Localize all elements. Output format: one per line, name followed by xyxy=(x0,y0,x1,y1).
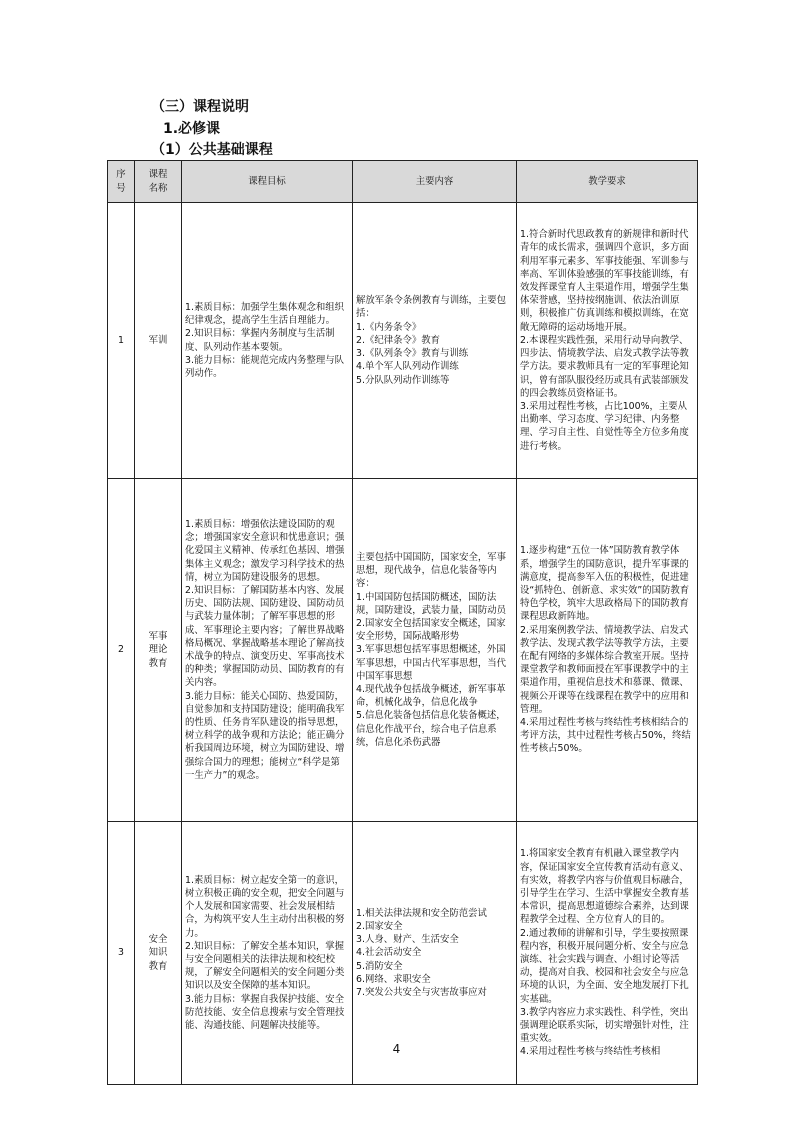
row-number: 2 xyxy=(108,479,135,822)
subsubsection-heading: （1）公共基础课程 xyxy=(151,142,273,158)
header-no: 序 号 xyxy=(108,161,135,203)
table-header-row xyxy=(108,161,698,203)
course-name: 军事 理论 教育 xyxy=(135,479,182,822)
table-row xyxy=(108,479,698,822)
main-content: 主要包括中国国防，国家安全，军事思想，现代战争，信息化装备等内容： 1.中国国防包括国防概述，国防法规，国防建设，武装力量，国防动员 2.国家安全包括国家安全概述，国家安全形势，国际战略形势 3.军事思想包括军事思想概述，外国军事思想，中国古代军事思想，当代中国军事思想 4.现代战争包括战争概述，新军事革命，机械化战争，信息化战争 5.信息化装备包括信息化装备概述，信息化作战平台，综合电子信息系统，信息化杀伤武器 xyxy=(353,479,517,822)
course-goal: 1.素质目标：树立起安全第一的意识，树立积极正确的安全观，把安全问题与个人发展和国家需要、社会发展相结合，为构筑平安人生主动付出积极的努力。 2.知识目标：了解安全基本知识，掌握与安全问题相关的法律法规和校纪校规，了解安全问题相关的安全问题分类知识以及安全保障的基本知识。 3.能力目标：掌握自我保护技能、安全防范技能、安全信息搜索与安全管理技能、沟通技能、问题解决技能等。 xyxy=(182,822,353,1085)
row-number: 1 xyxy=(108,203,135,479)
main-content: 1.相关法律法规和安全防范尝试 2.国家安全 3.人身、财产、生活安全 4.社会活动安全 5.消防安全 6.网络、求职安全 7.突发公共安全与灾害故事应对 xyxy=(353,822,517,1085)
teaching-requirements: 1.将国家安全教育有机融入课堂教学内容，保证国家安全宣传教育活动有意义、有实效，将教学内容与价值观目标融合，引导学生在学习、生活中掌握安全教育基本常识，提高思想道德综合素养，达到课程教学全过程、全方位育人的目的。 2.通过教师的讲解和引导，学生要按照课程内容，积极开展问题分析、安全与应急演练、社会实践与调查、小组讨论等活动，提高对自我、校园和社会安全与应急环境的认识，为全面、安全地发展打下扎实基础。 3.教学内容应力求实践性、科学性，突出强调理论联系实际，切实增强针对性，注重实效。 4.采用过程性考核与终结性考核相 xyxy=(517,822,698,1085)
subsection-heading: 1.必修课 xyxy=(163,121,221,137)
page-number: 4 xyxy=(392,1042,401,1056)
teaching-requirements: 1.符合新时代思政教育的新规律和新时代青年的成长需求，强调四个意识，多方面利用军事元素多、军事技能强、军训参与率高、军训体验感强的军事技能训练，有效发挥课堂育人主渠道作用，增强学生集体荣誉感，坚持按纲施训、依法治训原则，积极推广仿真训练和模拟训练，在宽敞无障碍的运动场地开展。 2.本课程实践性强，采用行动导向教学、四步法、情境教学法、启发式教学法等教学方法。要求教师具有一定的军事理论知识，曾有部队服役经历或具有武装部颁发的四会教练员资格证书。 3.采用过程性考核，占比100%，主要从出勤率、学习态度、学习纪律、内务整理、学习自主性、自觉性等全方位多角度进行考核。 xyxy=(517,203,698,479)
header-course-goal: 课程目标 xyxy=(182,161,353,203)
main-content: 解放军条令条例教育与训练，主要包括： 1.《内务条令》 2.《纪律条令》教育 3.《队列条令》教育与训练 4.单个军人队列动作训练 5.分队队列动作训练等 xyxy=(353,203,517,479)
course-goal: 1.素质目标：增强依法建设国防的观念；增强国家安全意识和忧患意识；强化爱国主义精神、传承红色基因、增强集体主义观念；激发学习科学技术的热情，树立为国防建设服务的思想。 2.知识目标：了解国防基本内容、发展历史、国防法规、国防建设、国防动员与武装力量体制；了解军事思想的形成、军事理论主要内容；了解世界战略格局概况、掌握战略基本理论了解高技术战争的特点、演变历史、军事高技术的种类；掌握国防动员、国防教育的有关内容。 3.能力目标：能关心国防、热爱国防，自觉参加和支持国防建设；能明确我军的性质、任务肯军队建设的指导思想，树立科学的战争观和方法论；能正确分析我国周边环境，树立为国防建设、增强综合国力的理想；能树立“科学是第一生产力”的观念。 xyxy=(182,479,353,822)
header-teaching-req: 教学要求 xyxy=(517,161,698,203)
teaching-requirements: 1.逐步构建“五位一体”国防教育教学体系，增强学生的国防意识，提升军事课的满意度，提高参军入伍的积极性，促进建设“抓特色、创新意、求实效”的国防教育特色学校，筑牢大思政格局下的国防教育课程思政新阵地。 2.采用案例教学法、情境教学法、启发式教学法、发现式教学法等教学方法，主要在配有网络的多媒体综合教室开展。坚持课堂教学和教师面授在军事课教学中的主渠道作用，重视信息技术和慕课、微课、视频公开课等在线课程在教学中的应用和管理。 4.采用过程性考核与终结性考核相结合的考评方法，其中过程性考核占50%，终结性考核占50%。 xyxy=(517,479,698,822)
course-goal: 1.素质目标：加强学生集体观念和组织纪律观念，提高学生生活自理能力。 2.知识目标：掌握内务制度与生活制度、队列动作基本要领。 3.能力目标：能规范完成内务整理与队列动作。 xyxy=(182,203,353,479)
course-table xyxy=(107,160,698,1085)
table-row xyxy=(108,203,698,479)
section-heading: （三）课程说明 xyxy=(151,99,249,115)
course-name: 安全 知识 教育 xyxy=(135,822,182,1085)
row-number: 3 xyxy=(108,822,135,1085)
course-name: 军训 xyxy=(135,203,182,479)
header-course-name: 课程 名称 xyxy=(135,161,182,203)
header-main-content: 主要内容 xyxy=(353,161,517,203)
